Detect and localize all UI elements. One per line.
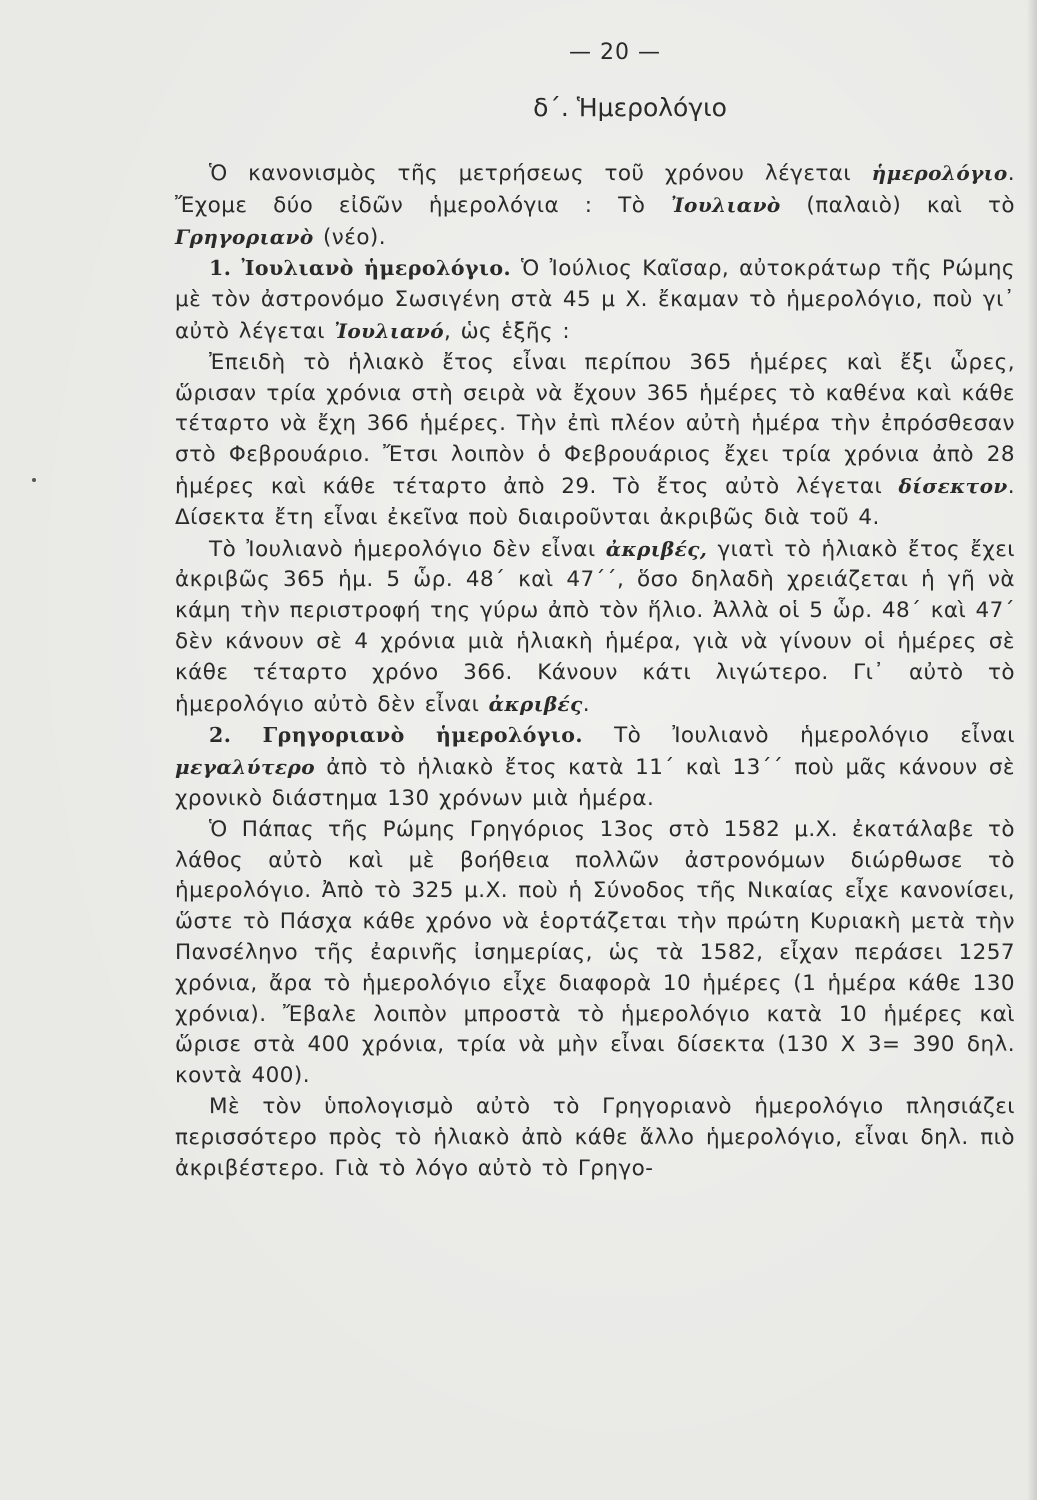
page-number: — 20 —: [569, 40, 661, 65]
paragraph-pope-gregory: Ὁ Πάπας τῆς Ρώμης Γρηγόριος 13ος στὸ 1582 μ.Χ. ἐκατάλαβε τὸ λάθος αὐτὸ καὶ μὲ βοήθεια πολλῶν ἀστρονόμων διώρθωσε τὸ ἡμερολόγιο. Ἀπὸ τὸ 325 μ.Χ. ποὺ ἡ Σύνοδος τῆς Νικαίας εἶχε κανονίσει, ὥστε τὸ Πάσχα κάθε χρόνο νὰ ἑορτάζεται τὴν πρώτη Κυριακὴ μετὰ τὴν Πανσέληνο τῆς ἐαρινῆς ἰσημερίας, ὡς τὰ 1582, εἶχαν περάσει 1257 χρόνια, ἄρα τὸ ἡμερολόγιο εἶχε διαφορὰ 10 ἡμέρες (1 ἡμέρα κάθε 130 χρόνια). Ἔβαλε λοιπὸν μπροστὰ τὸ ἡμερολόγιο κατὰ 10 ἡμέρες καὶ ὥρισε στὰ 400 χρόνια, τρία νὰ μὴν εἶναι δίσεκτα (130 Χ 3= 390 δηλ. κοντὰ 400).: [175, 816, 1015, 1089]
emphasis-term: μεγαλύτερο: [175, 755, 316, 780]
body-text: [175, 158, 1015, 1184]
paragraph-gregorian-intro: 2. Γρηγοριανὸ ἡμερολόγιο. Τὸ Ἰουλιανὸ ἡμερολόγιο εἶναι μεγαλύτερο ἀπὸ τὸ ἡλιακὸ ἔτος κατὰ 11΄ καὶ 13΄΄ ποὺ μᾶς κάνουν σὲ χρονικὸ διάστημα 130 χρόνων μιὰ ἡμέρα.: [175, 723, 1015, 811]
emphasis-term: δίσεκτον: [898, 473, 1008, 498]
subheading-gregorian: 2. Γρηγοριανὸ ἡμερολόγιο.: [209, 723, 583, 748]
paragraph-julian-inaccuracy: Τὸ Ἰουλιανὸ ἡμερολόγιο δὲν εἶναι ἀκριβές, γιατὶ τὸ ἡλιακὸ ἔτος ἔχει ἀκριβῶς 365 ἡμ. 5 ὧρ. 48΄ καὶ 47΄΄, ὅσο δηλαδὴ χρειάζεται ἡ γῆ νὰ κάμη τὴν περιστροφή της γύρω ἀπὸ τὸν ἥλιο. Ἀλλὰ οἱ 5 ὧρ. 48΄ καὶ 47΄ δὲν κάνουν σὲ 4 χρόνια μιὰ ἡλιακὴ ἡμέρα, γιὰ νὰ γίνουν οἱ ἡμέρες σὲ κάθε τέταρτο χρόνο 366. Κάνουν κάτι λιγώτερο. Γι᾽ αὐτὸ τὸ ἡμερολόγιο αὐτὸ δὲν εἶναι ἀκριβές.: [175, 536, 1015, 717]
paragraph-julian-rules: Ἐπειδὴ τὸ ἡλιακὸ ἔτος εἶναι περίπου 365 ἡμέρες καὶ ἔξι ὧρες, ὥρισαν τρία χρόνια στὴ σειρὰ νὰ ἔχουν 365 ἡμέρες τὸ καθένα καὶ κάθε τέταρτο νὰ ἔχη 366 ἡμέρες. Τὴν ἐπὶ πλέον αὐτὴ ἡμέρα τὴν ἐπρόσθεσαν στὸ Φεβρουάριο. Ἔτσι λοιπὸν ὁ Φεβρουάριος ἔχει τρία χρόνια ἀπὸ 28 ἡμέρες καὶ κάθε τέταρτο ἀπὸ 29. Τὸ ἔτος αὐτὸ λέγεται δίσεκτον. Δίσεκτα ἔτη εἶναι ἐκεῖνα ποὺ διαιροῦνται ἀκριβῶς διὰ τοῦ 4.: [175, 349, 1015, 530]
section-heading: δ΄. Ἡμερολόγιο: [533, 93, 727, 122]
emphasis-term: Ἰουλιανὸ: [671, 192, 781, 217]
emphasis-term: Γρηγοριανὸ: [175, 224, 314, 249]
paragraph-conclusion: Μὲ τὸν ὑπολογισμὸ αὐτὸ τὸ Γρηγοριανὸ ἡμερολόγιο πλησιάζει περισσότερο πρὸς τὸ ἡλιακὸ ἀπὸ κάθε ἄλλο ἡμερολόγιο, εἶναι δηλ. πιὸ ἀκριβέστερο. Γιὰ τὸ λόγο αὐτὸ τὸ Γρηγο-: [175, 1093, 1015, 1181]
subheading-julian: 1. Ἰουλιανὸ ἡμερολόγιο.: [209, 256, 512, 281]
emphasis-term: Ἰουλιανό: [334, 318, 445, 343]
emphasis-term: ἡμερολόγιο: [871, 161, 1008, 185]
paragraph-definition: Ὁ κανονισμὸς τῆς μετρήσεως τοῦ χρόνου λέγεται ἡμερολόγιο. Ἔχομε δύο εἰδῶν ἡμερολόγια : Τὸ Ἰουλιανὸ (παλαιὸ) καὶ τὸ Γρηγοριανὸ (νέο).: [175, 161, 1015, 250]
ink-speck: [32, 478, 36, 482]
emphasis-term: ἀκριβές,: [605, 536, 708, 561]
paragraph-julian-intro: 1. Ἰουλιανὸ ἡμερολόγιο. Ὁ Ἰούλιος Καῖσαρ, αὐτοκράτωρ τῆς Ρώμης μὲ τὸν ἀστρονόμο Σωσιγένη στὰ 45 μ Χ. ἔκαμαν τὸ ἡμερολόγιο, ποὺ γι᾽ αὐτὸ λέγεται Ἰουλιανό, ὡς ἑξῆς :: [175, 256, 1015, 344]
page-edge-shadow: [1027, 0, 1037, 1500]
emphasis-term: ἀκριβές: [488, 691, 583, 716]
